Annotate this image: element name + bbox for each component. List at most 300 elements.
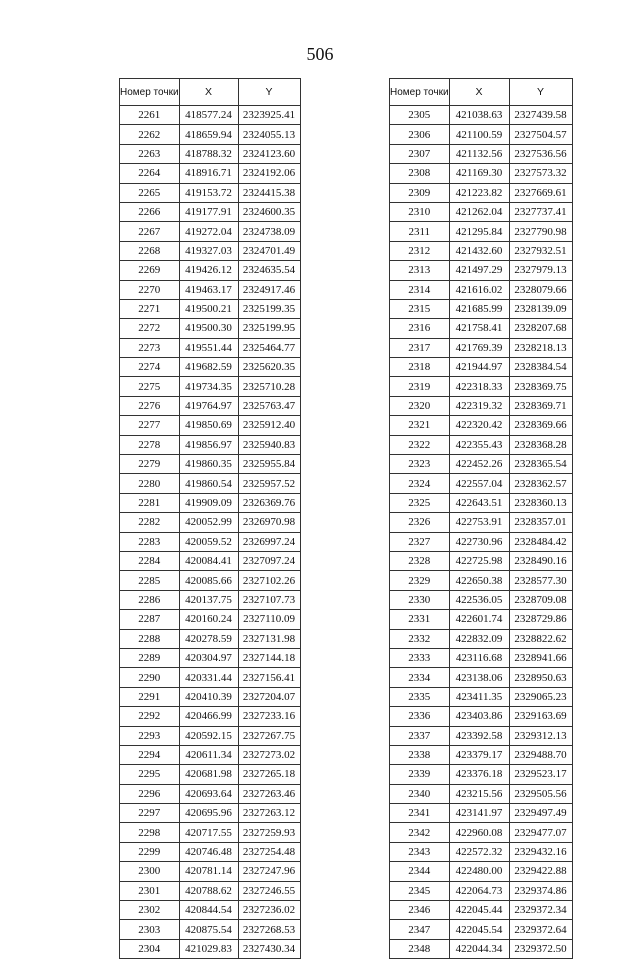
x-coordinate-cell: 423392.58 [449, 726, 509, 745]
table-row [390, 629, 573, 648]
point-number-cell: 2310 [390, 202, 450, 221]
y-coordinate-cell: 2329372.64 [509, 920, 572, 939]
x-coordinate-cell: 420331.44 [179, 668, 238, 687]
table-row [390, 222, 573, 241]
x-coordinate-cell: 418659.94 [179, 125, 238, 144]
point-number-cell: 2301 [120, 881, 180, 900]
table-row [390, 532, 573, 551]
x-coordinate-cell: 421295.84 [449, 222, 509, 241]
x-coordinate-cell: 420875.54 [179, 920, 238, 939]
table-row [390, 745, 573, 764]
table-row [120, 338, 301, 357]
point-number-cell: 2308 [390, 164, 450, 183]
y-coordinate-cell: 2329163.69 [509, 707, 572, 726]
page-number: 506 [306, 44, 334, 64]
point-number-cell: 2347 [390, 920, 450, 939]
x-coordinate-cell: 420466.99 [179, 707, 238, 726]
table-row [390, 183, 573, 202]
table-row [120, 668, 301, 687]
point-number-cell: 2300 [120, 862, 180, 881]
x-coordinate-cell: 422319.32 [449, 396, 509, 415]
point-number-cell: 2276 [120, 396, 180, 415]
point-number-cell: 2335 [390, 687, 450, 706]
x-coordinate-cell: 419856.97 [179, 435, 238, 454]
point-number-cell: 2286 [120, 590, 180, 609]
point-number-cell: 2343 [390, 842, 450, 861]
y-coordinate-cell: 2329505.56 [509, 784, 572, 803]
table-row [120, 804, 301, 823]
y-coordinate-cell: 2329488.70 [509, 745, 572, 764]
x-coordinate-cell: 419909.09 [179, 493, 238, 512]
table-row [120, 416, 301, 435]
y-coordinate-cell: 2327102.26 [238, 571, 300, 590]
y-coordinate-cell: 2325955.84 [238, 455, 300, 474]
x-coordinate-cell: 420059.52 [179, 532, 238, 551]
x-coordinate-cell: 419551.44 [179, 338, 238, 357]
x-coordinate-cell: 419682.59 [179, 358, 238, 377]
y-coordinate-cell: 2327265.18 [238, 765, 300, 784]
y-coordinate-cell: 2327439.58 [509, 106, 572, 125]
y-coordinate-cell: 2329432.16 [509, 842, 572, 861]
y-coordinate-cell: 2328218.13 [509, 338, 572, 357]
table-row [120, 319, 301, 338]
x-coordinate-cell: 422730.96 [449, 532, 509, 551]
x-coordinate-cell: 420695.96 [179, 804, 238, 823]
y-coordinate-cell: 2329422.88 [509, 862, 572, 881]
point-number-cell: 2275 [120, 377, 180, 396]
table-row [390, 687, 573, 706]
table-header-row [120, 79, 301, 106]
table-row [120, 784, 301, 803]
table-header-row [390, 79, 573, 106]
point-number-cell: 2277 [120, 416, 180, 435]
point-number-cell: 2267 [120, 222, 180, 241]
y-coordinate-cell: 2329477.07 [509, 823, 572, 842]
y-coordinate-cell: 2328079.66 [509, 280, 572, 299]
x-coordinate-cell: 422045.54 [449, 920, 509, 939]
x-coordinate-cell: 419850.69 [179, 416, 238, 435]
x-coordinate-cell: 421432.60 [449, 241, 509, 260]
point-number-cell: 2282 [120, 513, 180, 532]
y-coordinate-cell: 2327268.53 [238, 920, 300, 939]
x-coordinate-cell: 420844.54 [179, 901, 238, 920]
x-coordinate-cell: 420278.59 [179, 629, 238, 648]
x-coordinate-cell: 422044.34 [449, 939, 509, 958]
table-row [390, 920, 573, 939]
point-number-cell: 2321 [390, 416, 450, 435]
x-coordinate-cell: 421029.83 [179, 939, 238, 958]
x-coordinate-cell: 420410.39 [179, 687, 238, 706]
x-coordinate-cell: 423403.86 [449, 707, 509, 726]
y-coordinate-cell: 2327131.98 [238, 629, 300, 648]
y-coordinate-cell: 2327144.18 [238, 648, 300, 667]
y-coordinate-cell: 2328490.16 [509, 551, 572, 570]
point-number-cell: 2303 [120, 920, 180, 939]
point-number-cell: 2296 [120, 784, 180, 803]
y-coordinate-cell: 2328484.42 [509, 532, 572, 551]
y-coordinate-cell: 2328207.68 [509, 319, 572, 338]
y-coordinate-cell: 2324917.46 [238, 280, 300, 299]
table-row [120, 183, 301, 202]
point-number-cell: 2313 [390, 261, 450, 280]
table-row [120, 862, 301, 881]
table-row [120, 532, 301, 551]
point-number-cell: 2288 [120, 629, 180, 648]
x-coordinate-cell: 420085.66 [179, 571, 238, 590]
point-number-cell: 2340 [390, 784, 450, 803]
x-coordinate-cell: 420304.97 [179, 648, 238, 667]
point-number-cell: 2330 [390, 590, 450, 609]
table-row [390, 416, 573, 435]
x-coordinate-cell: 419463.17 [179, 280, 238, 299]
x-coordinate-cell: 422064.73 [449, 881, 509, 900]
point-number-cell: 2266 [120, 202, 180, 221]
table-row [120, 765, 301, 784]
point-number-cell: 2336 [390, 707, 450, 726]
x-coordinate-cell: 422045.44 [449, 901, 509, 920]
table-row [120, 144, 301, 163]
x-coordinate-cell: 421685.99 [449, 299, 509, 318]
point-number-cell: 2268 [120, 241, 180, 260]
table-row [390, 648, 573, 667]
point-number-cell: 2302 [120, 901, 180, 920]
y-coordinate-cell: 2327932.51 [509, 241, 572, 260]
point-number-cell: 2262 [120, 125, 180, 144]
y-coordinate-cell: 2327097.24 [238, 551, 300, 570]
y-coordinate-cell: 2328357.01 [509, 513, 572, 532]
y-coordinate-cell: 2324123.60 [238, 144, 300, 163]
y-coordinate-cell: 2329523.17 [509, 765, 572, 784]
y-coordinate-cell: 2327263.46 [238, 784, 300, 803]
y-coordinate-cell: 2323925.41 [238, 106, 300, 125]
table-row [120, 493, 301, 512]
x-coordinate-cell: 421223.82 [449, 183, 509, 202]
y-coordinate-cell: 2328729.86 [509, 610, 572, 629]
point-number-cell: 2339 [390, 765, 450, 784]
point-number-cell: 2342 [390, 823, 450, 842]
y-coordinate-cell: 2329065.23 [509, 687, 572, 706]
x-coordinate-cell: 422725.98 [449, 551, 509, 570]
x-coordinate-cell: 422320.42 [449, 416, 509, 435]
table-row [120, 241, 301, 260]
point-number-cell: 2263 [120, 144, 180, 163]
x-coordinate-cell: 422832.09 [449, 629, 509, 648]
point-number-cell: 2323 [390, 455, 450, 474]
x-coordinate-cell: 420788.62 [179, 881, 238, 900]
x-coordinate-cell: 423138.06 [449, 668, 509, 687]
y-coordinate-cell: 2325763.47 [238, 396, 300, 415]
x-coordinate-cell: 420693.64 [179, 784, 238, 803]
y-coordinate-cell: 2324635.54 [238, 261, 300, 280]
table-row [390, 164, 573, 183]
point-number-cell: 2284 [120, 551, 180, 570]
y-coordinate-cell: 2328365.54 [509, 455, 572, 474]
point-number-cell: 2299 [120, 842, 180, 861]
y-coordinate-cell: 2327669.61 [509, 183, 572, 202]
table-row [120, 222, 301, 241]
table-row [390, 590, 573, 609]
x-coordinate-cell: 423411.35 [449, 687, 509, 706]
table-row [390, 823, 573, 842]
coordinates-table-left [119, 78, 301, 959]
point-number-cell: 2318 [390, 358, 450, 377]
y-coordinate-cell: 2327259.93 [238, 823, 300, 842]
table-row [390, 493, 573, 512]
point-number-cell: 2292 [120, 707, 180, 726]
y-coordinate-cell: 2328950.63 [509, 668, 572, 687]
point-number-cell: 2272 [120, 319, 180, 338]
table-row [390, 707, 573, 726]
table-row [120, 571, 301, 590]
table-row [390, 474, 573, 493]
point-number-cell: 2324 [390, 474, 450, 493]
table-row [390, 571, 573, 590]
point-number-cell: 2265 [120, 183, 180, 202]
table-row [390, 377, 573, 396]
y-coordinate-cell: 2328709.08 [509, 590, 572, 609]
table-row [120, 629, 301, 648]
table-row [390, 551, 573, 570]
header-x: X [179, 79, 238, 106]
point-number-cell: 2306 [390, 125, 450, 144]
y-coordinate-cell: 2325710.28 [238, 377, 300, 396]
header-y: Y [509, 79, 572, 106]
y-coordinate-cell: 2328577.30 [509, 571, 572, 590]
table-row [390, 862, 573, 881]
y-coordinate-cell: 2324701.49 [238, 241, 300, 260]
table-row [120, 648, 301, 667]
x-coordinate-cell: 421262.04 [449, 202, 509, 221]
table-row [390, 144, 573, 163]
table-row [390, 668, 573, 687]
point-number-cell: 2271 [120, 299, 180, 318]
point-number-cell: 2328 [390, 551, 450, 570]
point-number-cell: 2315 [390, 299, 450, 318]
y-coordinate-cell: 2327573.32 [509, 164, 572, 183]
point-number-cell: 2322 [390, 435, 450, 454]
table-row [120, 125, 301, 144]
table-row [120, 901, 301, 920]
y-coordinate-cell: 2328941.66 [509, 648, 572, 667]
y-coordinate-cell: 2324055.13 [238, 125, 300, 144]
x-coordinate-cell: 420592.15 [179, 726, 238, 745]
point-number-cell: 2274 [120, 358, 180, 377]
y-coordinate-cell: 2328369.75 [509, 377, 572, 396]
table-row [120, 687, 301, 706]
table-row [390, 338, 573, 357]
point-number-cell: 2333 [390, 648, 450, 667]
table-row [390, 804, 573, 823]
y-coordinate-cell: 2329372.34 [509, 901, 572, 920]
x-coordinate-cell: 423379.17 [449, 745, 509, 764]
y-coordinate-cell: 2327430.34 [238, 939, 300, 958]
table-row [390, 842, 573, 861]
y-coordinate-cell: 2329312.13 [509, 726, 572, 745]
x-coordinate-cell: 419860.54 [179, 474, 238, 493]
point-number-cell: 2261 [120, 106, 180, 125]
x-coordinate-cell: 421169.30 [449, 164, 509, 183]
table-row [120, 881, 301, 900]
point-number-cell: 2331 [390, 610, 450, 629]
y-coordinate-cell: 2328360.13 [509, 493, 572, 512]
point-number-cell: 2326 [390, 513, 450, 532]
x-coordinate-cell: 418577.24 [179, 106, 238, 125]
table-row [120, 435, 301, 454]
x-coordinate-cell: 422643.51 [449, 493, 509, 512]
header-point-number: Номер точки [120, 79, 180, 106]
table-row [120, 513, 301, 532]
table-row [120, 707, 301, 726]
table-row [120, 202, 301, 221]
point-number-cell: 2329 [390, 571, 450, 590]
x-coordinate-cell: 422536.05 [449, 590, 509, 609]
y-coordinate-cell: 2327246.55 [238, 881, 300, 900]
point-number-cell: 2334 [390, 668, 450, 687]
point-number-cell: 2307 [390, 144, 450, 163]
point-number-cell: 2327 [390, 532, 450, 551]
table-row [390, 513, 573, 532]
y-coordinate-cell: 2325620.35 [238, 358, 300, 377]
y-coordinate-cell: 2327247.96 [238, 862, 300, 881]
y-coordinate-cell: 2325464.77 [238, 338, 300, 357]
y-coordinate-cell: 2324415.38 [238, 183, 300, 202]
x-coordinate-cell: 420681.98 [179, 765, 238, 784]
y-coordinate-cell: 2327790.98 [509, 222, 572, 241]
table-row [390, 939, 573, 958]
y-coordinate-cell: 2327504.57 [509, 125, 572, 144]
x-coordinate-cell: 423215.56 [449, 784, 509, 803]
table-row [120, 164, 301, 183]
x-coordinate-cell: 422753.91 [449, 513, 509, 532]
x-coordinate-cell: 421769.39 [449, 338, 509, 357]
x-coordinate-cell: 419734.35 [179, 377, 238, 396]
x-coordinate-cell: 419153.72 [179, 183, 238, 202]
table-row [390, 610, 573, 629]
table-row [390, 901, 573, 920]
table-row [390, 765, 573, 784]
y-coordinate-cell: 2324738.09 [238, 222, 300, 241]
y-coordinate-cell: 2329372.50 [509, 939, 572, 958]
x-coordinate-cell: 423116.68 [449, 648, 509, 667]
table-row [120, 396, 301, 415]
point-number-cell: 2279 [120, 455, 180, 474]
point-number-cell: 2314 [390, 280, 450, 299]
x-coordinate-cell: 420160.24 [179, 610, 238, 629]
x-coordinate-cell: 421100.59 [449, 125, 509, 144]
coordinates-table-right [389, 78, 573, 959]
table-row [390, 726, 573, 745]
point-number-cell: 2346 [390, 901, 450, 920]
point-number-cell: 2344 [390, 862, 450, 881]
table-row [390, 455, 573, 474]
x-coordinate-cell: 420746.48 [179, 842, 238, 861]
x-coordinate-cell: 421758.41 [449, 319, 509, 338]
table-row [390, 435, 573, 454]
x-coordinate-cell: 420611.34 [179, 745, 238, 764]
x-coordinate-cell: 421132.56 [449, 144, 509, 163]
y-coordinate-cell: 2329374.86 [509, 881, 572, 900]
y-coordinate-cell: 2327233.16 [238, 707, 300, 726]
y-coordinate-cell: 2325940.83 [238, 435, 300, 454]
x-coordinate-cell: 423376.18 [449, 765, 509, 784]
point-number-cell: 2309 [390, 183, 450, 202]
point-number-cell: 2294 [120, 745, 180, 764]
table-row [120, 280, 301, 299]
point-number-cell: 2332 [390, 629, 450, 648]
x-coordinate-cell: 419272.04 [179, 222, 238, 241]
x-coordinate-cell: 419860.35 [179, 455, 238, 474]
table-row [120, 261, 301, 280]
x-coordinate-cell: 420781.14 [179, 862, 238, 881]
x-coordinate-cell: 419426.12 [179, 261, 238, 280]
point-number-cell: 2319 [390, 377, 450, 396]
y-coordinate-cell: 2327536.56 [509, 144, 572, 163]
point-number-cell: 2281 [120, 493, 180, 512]
point-number-cell: 2283 [120, 532, 180, 551]
y-coordinate-cell: 2326970.98 [238, 513, 300, 532]
y-coordinate-cell: 2327254.48 [238, 842, 300, 861]
header-x: X [449, 79, 509, 106]
point-number-cell: 2264 [120, 164, 180, 183]
table-row [120, 745, 301, 764]
table-row [120, 551, 301, 570]
point-number-cell: 2298 [120, 823, 180, 842]
y-coordinate-cell: 2328368.28 [509, 435, 572, 454]
y-coordinate-cell: 2324192.06 [238, 164, 300, 183]
y-coordinate-cell: 2328822.62 [509, 629, 572, 648]
x-coordinate-cell: 422601.74 [449, 610, 509, 629]
y-coordinate-cell: 2328362.57 [509, 474, 572, 493]
point-number-cell: 2312 [390, 241, 450, 260]
point-number-cell: 2295 [120, 765, 180, 784]
table-row [390, 261, 573, 280]
x-coordinate-cell: 422355.43 [449, 435, 509, 454]
point-number-cell: 2345 [390, 881, 450, 900]
point-number-cell: 2273 [120, 338, 180, 357]
table-row [120, 358, 301, 377]
y-coordinate-cell: 2325199.95 [238, 319, 300, 338]
table-row [120, 610, 301, 629]
x-coordinate-cell: 422557.04 [449, 474, 509, 493]
point-number-cell: 2287 [120, 610, 180, 629]
x-coordinate-cell: 422318.33 [449, 377, 509, 396]
x-coordinate-cell: 420084.41 [179, 551, 238, 570]
point-number-cell: 2290 [120, 668, 180, 687]
x-coordinate-cell: 419177.91 [179, 202, 238, 221]
y-coordinate-cell: 2329497.49 [509, 804, 572, 823]
y-coordinate-cell: 2327273.02 [238, 745, 300, 764]
x-coordinate-cell: 418916.71 [179, 164, 238, 183]
y-coordinate-cell: 2326997.24 [238, 532, 300, 551]
x-coordinate-cell: 420052.99 [179, 513, 238, 532]
y-coordinate-cell: 2327204.07 [238, 687, 300, 706]
point-number-cell: 2291 [120, 687, 180, 706]
x-coordinate-cell: 421038.63 [449, 106, 509, 125]
table-row [120, 106, 301, 125]
y-coordinate-cell: 2327267.75 [238, 726, 300, 745]
header-point-number: Номер точки [390, 79, 450, 106]
point-number-cell: 2297 [120, 804, 180, 823]
y-coordinate-cell: 2327263.12 [238, 804, 300, 823]
y-coordinate-cell: 2328369.66 [509, 416, 572, 435]
y-coordinate-cell: 2327156.41 [238, 668, 300, 687]
table-row [390, 396, 573, 415]
x-coordinate-cell: 420717.55 [179, 823, 238, 842]
x-coordinate-cell: 421497.29 [449, 261, 509, 280]
table-row [120, 842, 301, 861]
x-coordinate-cell: 421616.02 [449, 280, 509, 299]
table-row [390, 784, 573, 803]
